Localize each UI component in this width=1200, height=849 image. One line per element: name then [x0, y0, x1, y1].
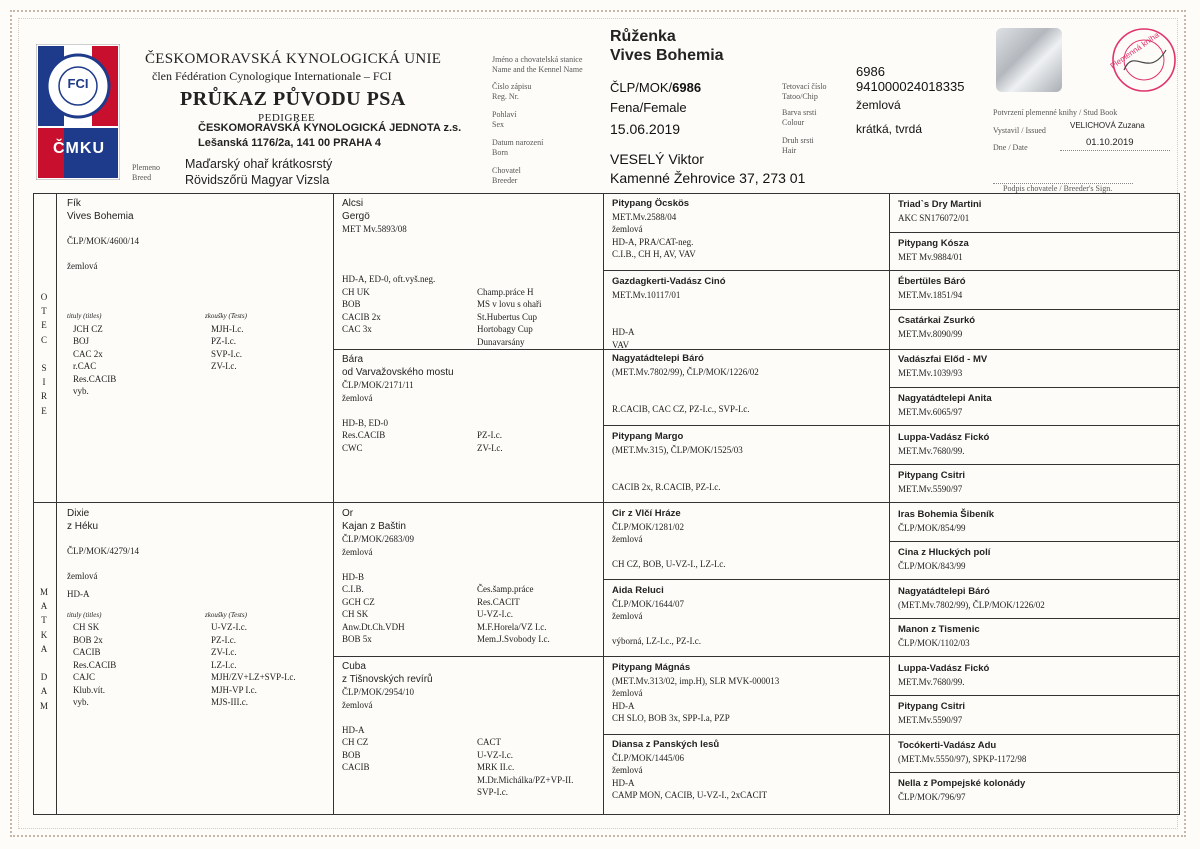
ancestor-name: Gazdagkerti-Vadász Cinó	[612, 276, 726, 287]
stamp-text: Plemenná kniha	[1108, 30, 1161, 71]
ancestor-info: žemlová	[612, 224, 643, 234]
g4-cell	[892, 196, 1178, 227]
title-entry: MS v lovu s ohaři	[477, 299, 542, 309]
g4-cell	[892, 544, 1178, 575]
title-entry: BOB	[342, 749, 361, 760]
ancestor-info: žemlová	[612, 534, 643, 544]
title-entry: Res.CACIB	[73, 373, 117, 384]
ancestor-info	[612, 378, 882, 391]
title-row	[342, 736, 596, 749]
title-entry: CH SK	[73, 622, 100, 632]
title-test-row	[67, 621, 325, 634]
grid-line	[889, 193, 890, 815]
ancestor-name: Pitypang Öcskös	[612, 198, 690, 209]
title-entry: U-VZ-I.c.	[477, 609, 513, 619]
title-entry: M.Dr.Michálka/PZ+VP-II.	[477, 774, 574, 785]
ancestor-info: žemlová	[612, 765, 643, 775]
ancestor-info: CACIB 2x, R.CACIB, PZ-I.c.	[612, 482, 721, 492]
sex-label: Pohlaví Sex	[492, 110, 517, 129]
test-entry: ZV-I.c.	[211, 647, 237, 657]
title-entry: CH UK	[342, 286, 370, 297]
g4-cell	[892, 390, 1178, 421]
ancestor-name: Aida Reluci	[612, 585, 664, 596]
ancestor-info: HD-A, ED-0, oft.vyš.neg.	[342, 274, 436, 284]
dog-born: 15.06.2019	[610, 121, 681, 137]
breeder-address: Kamenné Žehrovice 37, 273 01	[610, 170, 806, 186]
title-row	[342, 442, 596, 455]
ancestor-info	[342, 261, 596, 274]
title-row	[342, 323, 596, 336]
ancestor-reg: (MET.Mv.5550/97), SPKP-1172/98	[898, 753, 1027, 764]
ancestor-info	[342, 236, 596, 249]
ancestor-info: MET Mv.5893/08	[342, 224, 407, 234]
ancestor-name: Alcsi	[342, 198, 364, 209]
hair-label: Druh srsti Hair	[782, 136, 814, 155]
test-entry: LZ-I.c.	[211, 659, 237, 670]
ancestor-info: VAV	[612, 339, 630, 350]
ancestor-info: ČLP/MOK/1644/07	[612, 598, 685, 609]
title-entry: GCH CZ	[342, 596, 375, 607]
title-entry: Dunavarsány	[477, 336, 525, 347]
g1-sire: Fík Vives Bohemia ČLP/MOK/4600/14 žemlová tituly (titles) zkoušky (Tests) JCH CZ MJH-I.c. BOJ PZ-I.c. CAC 2x SVP-I.c. r.CAC ZV-I.c. Res.CACIB vyb.	[61, 195, 331, 401]
cmku-logo-text: ČMKU	[53, 140, 105, 157]
title-entry: Mem.J.Svobody I.c.	[477, 634, 550, 644]
ancestor-info: HD-A	[612, 327, 635, 337]
ancestor-name: Bára	[342, 354, 364, 365]
g4-cell	[892, 273, 1178, 304]
g2-dam-dam	[336, 658, 602, 802]
ancestor-info	[612, 314, 882, 327]
title-entry: BOB 2x	[73, 634, 103, 645]
ancestor-info: ČLP/MOK/2171/11	[342, 380, 414, 390]
title-entry: CH CZ	[342, 737, 369, 747]
title-entry: CACIB	[73, 647, 101, 657]
title-entry: PZ-I.c.	[477, 430, 502, 440]
ancestor-reg: MET.Mv.7680/99.	[898, 445, 965, 456]
grid-line	[889, 464, 1180, 465]
g4-cell	[892, 506, 1178, 537]
title-entry: MRK II.c.	[477, 762, 515, 772]
title-row	[342, 429, 596, 442]
test-entry: MJH-I.c.	[211, 323, 244, 334]
title-entry: BOJ	[73, 336, 90, 346]
ancestor-reg: MET.Mv.6065/97	[898, 406, 963, 417]
title-entry: CACT	[477, 737, 502, 747]
test-entry: U-VZ-I.c.	[211, 622, 247, 632]
ancestor-name: Cir z Vlčí Hráze	[612, 508, 681, 519]
title-entry: M.F.Horela/VZ I.c.	[477, 621, 547, 632]
title-test-row	[67, 684, 325, 697]
grid-line	[603, 425, 1180, 426]
title-entry: CACIB 2x	[342, 311, 381, 322]
ancestor-reg: (MET.Mv.7802/99), ČLP/MOK/1226/02	[898, 599, 1045, 610]
title-test-row	[67, 671, 325, 684]
g4-cell	[892, 351, 1178, 382]
ancestor-info: žemlová	[612, 688, 643, 698]
org-name: ČESKOMORAVSKÁ KYNOLOGICKÁ UNIE	[145, 51, 442, 67]
title-entry: Čes.šamp.práce	[477, 584, 534, 594]
g2-dam-sire	[336, 505, 602, 649]
title-entry: CH SK	[342, 609, 369, 619]
title-test-row	[67, 323, 325, 336]
title-entry: Klub.vít.	[73, 684, 106, 695]
ancestor-name: Cuba	[342, 661, 366, 672]
ancestor-info	[612, 623, 882, 636]
title-test-row	[67, 696, 325, 709]
ancestor-name: Pitypang Kósza	[898, 238, 969, 249]
sign-label: Podpis chovatele / Breeder's Sign.	[1003, 184, 1113, 193]
ancestor-name: Or	[342, 508, 354, 519]
sire-side-label: O T E C S I R E	[40, 292, 48, 416]
title-row	[342, 298, 596, 311]
g1-dam-titles	[67, 621, 325, 709]
ancestor-name: Nagyatádtelepi Báró	[898, 586, 990, 597]
title-test-row	[67, 335, 325, 348]
grid-line	[889, 772, 1180, 773]
title-test-row	[67, 634, 325, 647]
ancestor-reg: MET.Mv.1039/93	[898, 367, 963, 378]
ancestor-info	[342, 248, 596, 261]
date-line	[1060, 150, 1170, 151]
ancestor-name: Pitypang Csitri	[898, 470, 966, 481]
g2-sire-dam	[336, 351, 602, 457]
ancestor-kennel: Kajan z Baštin	[342, 520, 406, 532]
title-test-row	[67, 385, 325, 398]
dog-name: Růženka	[610, 28, 676, 45]
ancestor-name: Iras Bohemia Šibeník	[898, 509, 995, 520]
ancestor-reg: MET.Mv.8090/99	[898, 328, 963, 339]
title-entry: U-VZ-I.c.	[477, 749, 513, 760]
name-label: Jméno a chovatelská stanice Name and the Kennel Name	[492, 55, 583, 74]
ancestor-info: HD-A	[612, 700, 635, 711]
ancestor-info: ČLP/MOK/2683/09	[342, 534, 415, 544]
ancestor-reg: MET.Mv.5590/97	[898, 483, 963, 494]
grid-line	[889, 232, 1180, 233]
title-row	[342, 596, 596, 609]
test-entry: PZ-I.c.	[211, 336, 236, 346]
ancestor-reg: MET.Mv.7680/99.	[898, 676, 965, 687]
dam-side-label: M A T K A D A M	[39, 587, 48, 711]
ancestor-name: Csatárkai Zsurkó	[898, 315, 976, 326]
title-entry: C.I.B.	[342, 584, 364, 594]
ancestor-info: žemlová	[342, 699, 373, 710]
issued-label: Vystavil / Issued	[993, 126, 1046, 135]
tattoo-number: 6986	[856, 64, 885, 79]
ancestor-name: Tocókerti-Vadász Adu	[898, 740, 997, 751]
title-entry: CAC 3x	[342, 324, 372, 334]
g3-cell	[606, 350, 888, 419]
title-entry: Res.CACIB	[73, 659, 117, 670]
ancestor-name: Nagyatádtelepi Báró	[612, 353, 704, 364]
title-entry: St.Hubertus Cup	[477, 311, 538, 322]
ancestor-kennel: od Varvažovského mostu	[342, 366, 454, 378]
ancestor-name: Nagyatádtelepi Anita	[898, 393, 992, 404]
club-address: Lešanská 1176/2a, 141 00 PRAHA 4	[198, 137, 382, 149]
title-row	[342, 311, 596, 324]
test-entry: ZV-I.c.	[211, 361, 237, 371]
ancestor-info: žemlová	[342, 546, 373, 557]
title-row	[342, 633, 596, 646]
grid-line	[56, 193, 57, 815]
title-entry: BOB	[342, 299, 361, 309]
tattoo-label: Tetovací číslo Tatoo/Chip	[782, 82, 827, 101]
ancestor-name: Ébertüles Báró	[898, 276, 966, 287]
g3-cell	[606, 428, 888, 497]
g2-sire-sire	[336, 195, 602, 351]
club-name: ČESKOMORAVSKÁ KYNOLOGICKÁ JEDNOTA z.s.	[198, 122, 462, 134]
ancestor-info: ČLP/MOK/1281/02	[612, 521, 685, 532]
page-subtitle: PEDIGREE	[258, 112, 316, 124]
g3-cell	[606, 273, 888, 354]
title-entry: CAC 2x	[73, 348, 103, 359]
grid-line	[333, 193, 334, 815]
ancestor-info: (MET.Mv.7802/99), ČLP/MOK/1226/02	[612, 366, 759, 377]
page-title: PRŮKAZ PŮVODU PSA	[180, 88, 406, 110]
ancestor-name: Nella z Pompejské kolonády	[898, 778, 1026, 789]
g4-cell	[892, 312, 1178, 343]
ancestor-info: R.CACIB, CAC CZ, PZ-I.c., SVP-I.c.	[612, 404, 750, 414]
ancestor-info: CH CZ, BOB, U-VZ-I., LZ-I.c.	[612, 559, 726, 569]
chip-number: 941000024018335	[856, 79, 965, 94]
ancestor-info	[612, 469, 882, 482]
issue-date: 01.10.2019	[1086, 137, 1134, 148]
g4-cell	[892, 583, 1178, 614]
title-entry: CACIB	[342, 762, 370, 772]
title-entry: Anw.Dt.Ch.VDH	[342, 621, 405, 632]
ancestor-name: Pitypang Csitri	[898, 701, 966, 712]
ancestor-info	[612, 546, 882, 559]
title-row	[342, 749, 596, 762]
grid-line	[889, 618, 1180, 619]
ancestor-reg: AKC SN176072/01	[898, 212, 970, 223]
ancestor-name: Diansa z Panských lesů	[612, 739, 720, 750]
ancestor-info	[342, 404, 596, 417]
test-entry: PZ-I.c.	[211, 634, 236, 645]
ancestor-name: Triad`s Dry Martini	[898, 199, 982, 210]
ancestor-reg: ČLP/MOK/1102/03	[898, 637, 970, 648]
ancestor-info: HD-B, ED-0	[342, 417, 388, 428]
ancestor-reg: ČLP/MOK/854/99	[898, 522, 966, 533]
ancestor-info	[612, 456, 882, 469]
grid-line	[603, 270, 1180, 271]
ancestor-info: MET.Mv.10117/01	[612, 289, 681, 300]
g4-cell	[892, 775, 1178, 806]
title-entry: Hortobagy Cup	[477, 324, 533, 334]
g3-cell	[606, 582, 888, 651]
grid-line	[889, 387, 1180, 388]
breeder-name: VESELÝ Viktor	[610, 151, 704, 167]
ancestor-info: ČLP/MOK/1445/06	[612, 752, 685, 763]
grid-line	[603, 734, 1180, 735]
g4-cell	[892, 235, 1178, 266]
ancestor-info: HD-A	[612, 777, 635, 788]
issued-by: VELICHOVÁ Zuzana	[1070, 121, 1145, 130]
ancestor-name: Cina z Hluckých polí	[898, 547, 991, 558]
title-entry: Res.CACIB	[342, 430, 386, 440]
dog-kennel: Vives Bohemia	[610, 47, 724, 64]
reg-label: Číslo zápisu Reg. Nr.	[492, 82, 532, 101]
g4-cell	[892, 467, 1178, 498]
ancestor-info: ČLP/MOK/2954/10	[342, 687, 415, 697]
ancestor-info: HD-A, PRA/CAT-neg.	[612, 236, 694, 247]
born-label: Datum narození Born	[492, 138, 544, 157]
ancestor-name: Vadászfai Előd - MV	[898, 354, 988, 365]
title-entry: CAJC	[73, 672, 96, 682]
dog-hair: krátká, tvrdá	[856, 122, 923, 136]
ancestor-info: HD-A	[342, 724, 365, 735]
g1-dam: Dixie z Héku ČLP/MOK/4279/14 žemlová HD-A tituly (titles) zkoušky (Tests) CH SK U-VZ-I.c. BOB 2x PZ-I.c. CACIB ZV-I.c. Res.CACIB LZ-I.c. CAJC MJH/ZV+LZ+SVP-I.c. Klub.vít. MJH-VP I.c. vyb. MJS-III.c.	[61, 505, 331, 712]
breeder-label: Chovatel Breeder	[492, 166, 521, 185]
breed-cz: Maďarský ohař krátkosrstý	[185, 157, 333, 171]
title-row	[342, 761, 596, 774]
fci-logo-text: FCI	[67, 76, 89, 91]
ancestor-kennel: z Tišnovských revírů	[342, 673, 433, 685]
ancestor-info: C.I.B., CH H, AV, VAV	[612, 249, 696, 259]
g1-sire-titles	[67, 323, 325, 398]
studbook-confirm: Potvrzení plemenné knihy / Stud Book	[993, 108, 1118, 117]
g4-cell	[892, 429, 1178, 460]
ancestor-info: žemlová	[342, 392, 373, 403]
ancestor-info	[342, 558, 596, 571]
ancestor-name: Luppa-Vadász Fickó	[898, 663, 990, 674]
title-entry	[342, 786, 477, 799]
ancestor-info: MET.Mv.2588/04	[612, 211, 677, 222]
ancestor-reg: ČLP/MOK/843/99	[898, 560, 966, 571]
title-row	[342, 608, 596, 621]
grid-line	[333, 656, 1180, 657]
dog-colour: žemlová	[856, 98, 901, 112]
test-entry: MJH/ZV+LZ+SVP-I.c.	[211, 672, 296, 682]
ancestor-info: (MET.Mv.313/02, imp.H), SLR MVK-000013	[612, 675, 780, 686]
grid-line	[889, 541, 1180, 542]
title-entry: BOB 5x	[342, 634, 372, 644]
title-test-row	[67, 348, 325, 361]
g3-cell	[606, 505, 888, 574]
g3-cell	[606, 195, 888, 264]
grid-line	[889, 695, 1180, 696]
breed-hu: Rövidszőrü Magyar Vizsla	[185, 173, 330, 187]
title-entry	[342, 774, 477, 787]
ancestor-name: Pitypang Mágnás	[612, 662, 691, 673]
ancestor-name: Manon z Tismenic	[898, 624, 980, 635]
ancestor-reg: MET.Mv.1851/94	[898, 289, 963, 300]
ancestor-info: HD-B	[342, 571, 364, 582]
colour-label: Barva srsti Colour	[782, 108, 817, 127]
title-entry: JCH CZ	[73, 323, 103, 334]
ancestor-info: (MET.Mv.315), ČLP/MOK/1525/03	[612, 444, 743, 455]
ancestor-name: Pitypang Margo	[612, 431, 684, 442]
fci-logo	[36, 44, 120, 180]
ancestor-name: Luppa-Vadász Fickó	[898, 432, 990, 443]
dog-sex: Fena/Female	[610, 100, 687, 115]
ancestor-reg: ČLP/MOK/796/97	[898, 791, 966, 802]
ancestor-info: CAMP MON, CACIB, U-VZ-I., 2xCACIT	[612, 790, 768, 800]
title-entry: vyb.	[73, 697, 89, 707]
grid-line	[603, 579, 1180, 580]
g4-cell	[892, 698, 1178, 729]
title-row	[342, 336, 596, 349]
title-entry: ZV-I.c.	[477, 442, 503, 453]
ancestor-info	[612, 301, 882, 314]
title-entry	[342, 336, 477, 349]
title-entry: vyb.	[73, 386, 89, 396]
ancestor-info: CH SLO, BOB 3x, SPP-I.a, PZP	[612, 713, 730, 723]
ancestor-info	[612, 391, 882, 404]
ancestor-info: žemlová	[612, 611, 643, 621]
title-entry: Res.CACIT	[477, 596, 520, 607]
ancestor-info	[342, 711, 596, 724]
title-row	[342, 583, 596, 596]
title-test-row	[67, 659, 325, 672]
g4-cell	[892, 737, 1178, 768]
title-entry: Champ.práce H	[477, 286, 534, 297]
grid-line	[33, 502, 1180, 503]
ancestor-reg: MET Mv.9884/01	[898, 251, 963, 262]
title-entry: SVP-I.c.	[477, 787, 508, 797]
dog-reg: ČLP/MOK/6986	[610, 80, 702, 95]
title-row	[342, 774, 596, 787]
g4-cell	[892, 660, 1178, 691]
ancestor-reg: MET.Mv.5590/97	[898, 714, 963, 725]
hologram-seal	[996, 28, 1062, 92]
date-label: Dne / Date	[993, 143, 1028, 152]
title-row	[342, 286, 596, 299]
title-row	[342, 786, 596, 799]
g4-cell	[892, 621, 1178, 652]
org-fci-member: člen Fédération Cynologique Internationale – FCI	[152, 69, 392, 83]
test-entry: SVP-I.c.	[211, 348, 242, 359]
test-entry: MJH-VP I.c.	[211, 684, 257, 695]
g3-cell	[606, 659, 888, 728]
ancestor-info: výborná, LZ-I.c., PZ-I.c.	[612, 636, 701, 646]
title-test-row	[67, 646, 325, 659]
title-entry: r.CAC	[73, 361, 97, 371]
title-test-row	[67, 373, 325, 386]
breed-label: Plemeno Breed	[132, 163, 160, 182]
title-row	[342, 621, 596, 634]
g3-cell	[606, 736, 888, 805]
ancestor-kennel: Gergö	[342, 210, 370, 222]
title-test-row	[67, 360, 325, 373]
grid-line	[603, 193, 604, 815]
test-entry: MJS-III.c.	[211, 697, 248, 707]
grid-line	[889, 309, 1180, 310]
title-entry: CWC	[342, 442, 363, 453]
